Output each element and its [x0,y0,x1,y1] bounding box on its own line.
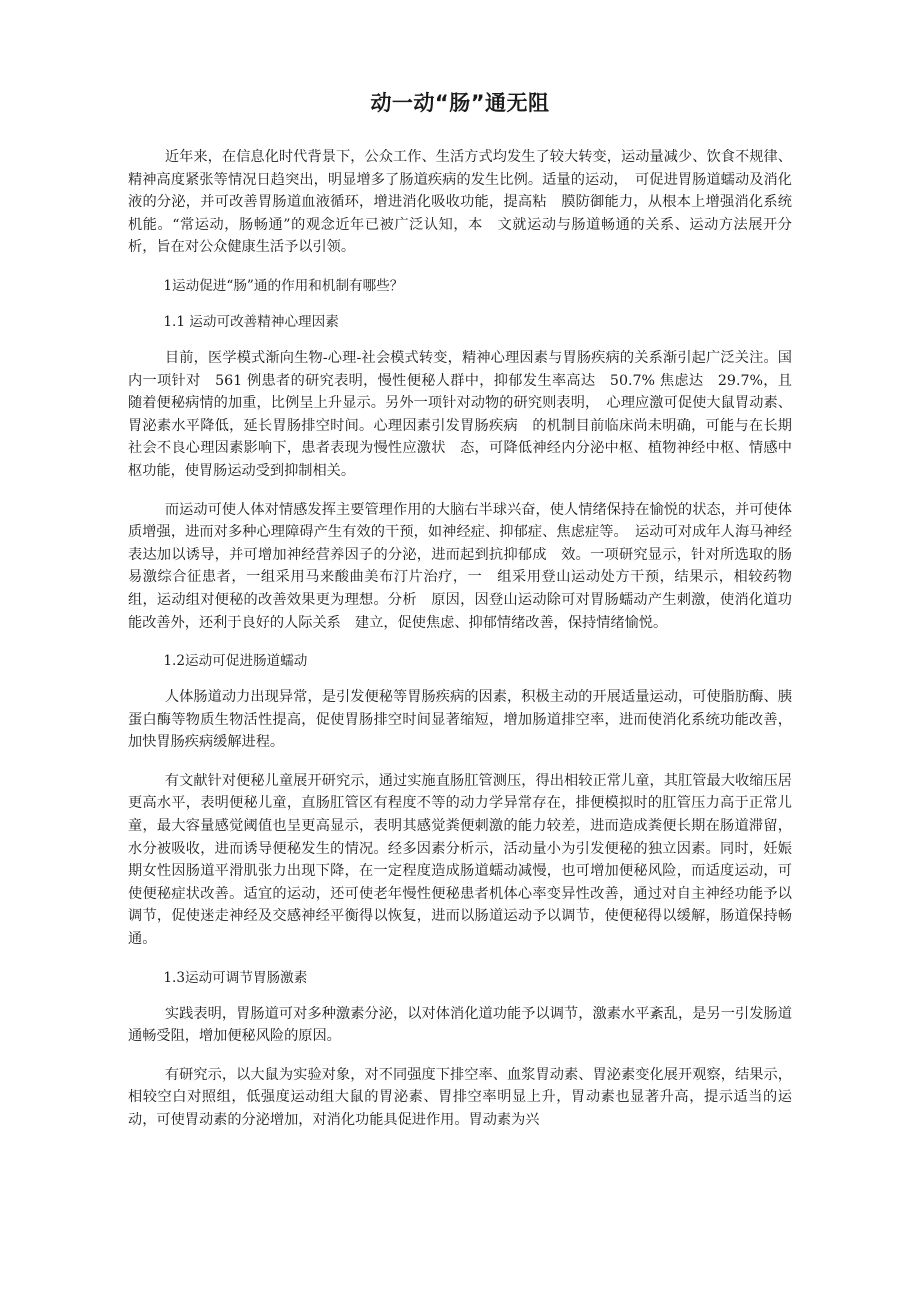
section-1-3-paragraph-2: 有研究示，以大鼠为实验对象，对不同强度下排空率、血浆胃动素、胃泌素变化展开观察，结果示，相较空白对照组，低强度运动组大鼠的胃泌素、胃排空率明显上升，胃动素也显著升高，提示适当的运动，可使胃动素的分泌增加，对消化功能具促进作用。胃动素为兴 [128,1066,792,1128]
section-1-3-paragraph-1: 实践表明，胃肠道可对多种激素分泌，以对体消化道功能予以调节，激素水平紊乱，是另一引发肠道通畅受阻，增加便秘风险的原因。 [128,1005,792,1045]
section-1-1-heading: 1.1 运动可改善精神心理因素 [163,313,339,330]
intro-paragraph: 近年来，在信息化时代背景下，公众工作、生活方式均发生了较大转变，运动量减少、饮食不规律、精神高度紧张等情况日趋突出，明显增多了肠道疾病的发生比例。适量的运动， 可促进胃肠道蠕动及消化液的分泌，并可改善胃肠道血液循环，增进消化吸收功能，提高粘 膜防御能力，从根本上增强消化系统机能。“常运动，肠畅通”的观念近年已被广泛认知，本 文就运动与肠道畅通的关系、运动方法展开分析，旨在对公众健康生活予以引领。 [128,149,792,256]
section-1-1-paragraph-2: 而运动可使人体对情感发挥主要管理作用的大脑右半球兴奋，使人情绪保持在愉悦的状态，并可使体质增强，进而对多种心理障碍产生有效的干预，如神经症、抑郁症、焦虑症等。 运动可对成年人海马神经表达加以诱导，并可增加神经营养因子的分泌，进而起到抗抑郁成 效。一项研究显示，针对所选取的肠易激综合征患者，一组采用马来酸曲美布汀片治疗，一 组采用登山运动处方干预，结果示，相较药物组，运动组对便秘的改善效果更为理想。分析 原因，因登山运动除可对胃肠蠕动产生刺激，使消化道功能改善外，还利于良好的人际关系 建立，促使焦虑、抑郁情绪改善，保持情绪愉悦。 [128,501,792,631]
section-1-heading: 1运动促进“肠”通的作用和机制有哪些？ [163,277,404,294]
document-title: 动一动“肠”通无阻 [370,91,550,115]
document-page [128,88,792,1148]
section-1-3-heading: 1.3运动可调节胃肠激素 [163,969,308,986]
section-1-2-heading: 1.2运动可促进肠道蠕动 [163,653,308,670]
section-1-2-paragraph-1: 人体肠道动力出现异常，是引发便秘等胃肠疾病的因素，积极主动的开展适量运动，可使脂肪酶、胰蛋白酶等物质生物活性提高，促使胃肠排空时间显著缩短，增加肠道排空率，进而使消化系统功能改善，加快胃肠疾病缓解进程。 [128,689,792,751]
section-1-2-paragraph-2: 有文献针对便秘儿童展开研究示，通过实施直肠肛管测压，得出相较正常儿童，其肛管最大收缩压居更高水平，表明便秘儿童，直肠肛管区有程度不等的动力学异常存在，排便模拟时的肛管压力高于正常儿童，最大容量感觉阈值也呈更高显示，表明其感觉粪便刺激的能力较差，进而造成粪便长期在肠道滞留，水分被吸收，进而诱导便秘发生的情况。经多因素分析示，活动量小为引发便秘的独立因素。同时，妊娠期女性因肠道平滑肌张力出现下降，在一定程度造成肠道蠕动减慢，也可增加便秘风险，而适度运动，可使便秘症状改善。适宜的运动，还可使老年慢性便秘患者机体心率变异性改善，通过对自主神经功能予以调节，促使迷走神经及交感神经平衡得以恢复，进而以肠道运动予以调节，使便秘得以缓解，肠道保持畅通。 [128,772,792,948]
section-1-1-paragraph-1: 目前，医学模式渐向生物-心理-社会模式转变，精神心理因素与胃肠疾病的关系渐引起广泛关注。国内一项针对 561 例患者的研究表明，慢性便秘人群中，抑郁发生率高达 50.7% 焦虑达 29.7%，且随着便秘病情的加重，比例呈上升显示。另外一项针对动物的研究则表明， 心理应激可促使大鼠胃动素、胃泌素水平降低，延长胃肠排空时间。心理因素引发胃肠疾病 的机制目前临床尚未明确，可能与在长期社会不良心理因素影响下，患者表现为慢性应激状 态，可降低神经内分泌中枢、植物神经中枢、情感中枢功能，使胃肠运动受到抑制相关。 [128,349,792,479]
